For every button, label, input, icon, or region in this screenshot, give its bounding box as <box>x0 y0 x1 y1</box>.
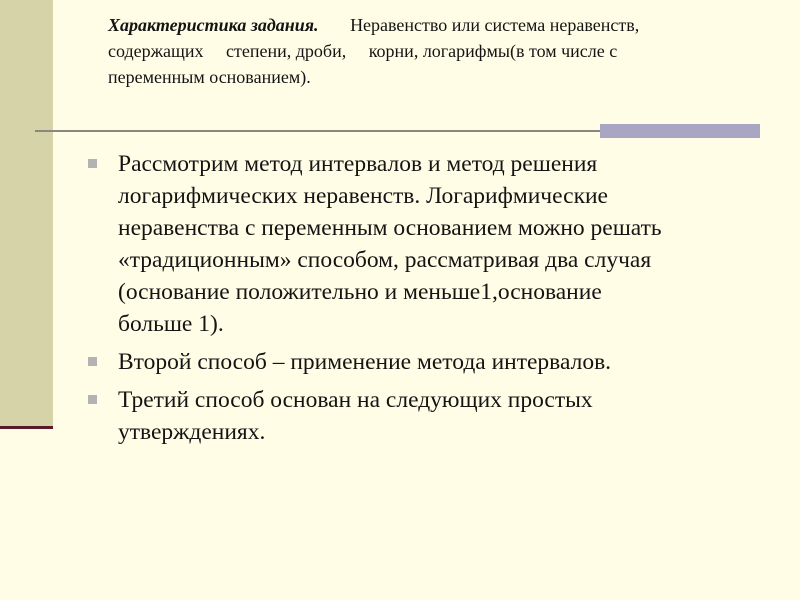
square-bullet-icon <box>88 395 97 404</box>
bullet-line: утверждениях. <box>118 419 266 445</box>
title-line-2 <box>108 38 768 64</box>
title-text-1: Неравенство или система неравенств, <box>350 15 640 35</box>
bullet-line: логарифмических неравенств. Логарифмические <box>118 183 608 209</box>
bullet-item <box>88 148 728 340</box>
title-line-3 <box>108 64 768 90</box>
square-bullet-icon <box>88 159 97 168</box>
title-separator-line <box>35 130 600 132</box>
title-text-3: переменным основанием). <box>108 67 311 87</box>
square-bullet-icon <box>88 357 97 366</box>
bullet-line: Рассмотрим метод интервалов и метод решения <box>118 151 598 177</box>
slide-title <box>108 12 768 90</box>
bullet-line: больше 1). <box>118 311 224 337</box>
bullet-line: (основание положительно и меньше1,основание <box>118 279 602 305</box>
title-separator-block <box>600 124 760 138</box>
title-text-2: содержащих степени, дроби, корни, логарифмы(в том числе с <box>108 41 618 61</box>
bullet-item <box>88 384 728 448</box>
bullet-item <box>88 346 728 378</box>
bullet-line: Третий способ основан на следующих простых <box>118 387 593 413</box>
title-bold-label: Характеристика задания. <box>108 15 319 35</box>
bullet-line: «традиционным» способом, рассматривая два случая <box>118 247 652 273</box>
bullet-line: неравенства с переменным основанием можно решать <box>118 215 662 241</box>
left-decorative-band <box>0 0 53 426</box>
bullet-list <box>88 148 728 454</box>
title-line-1 <box>108 12 768 38</box>
bullet-line: Второй способ – применение метода интервалов. <box>118 349 612 375</box>
left-band-underline <box>0 426 53 429</box>
